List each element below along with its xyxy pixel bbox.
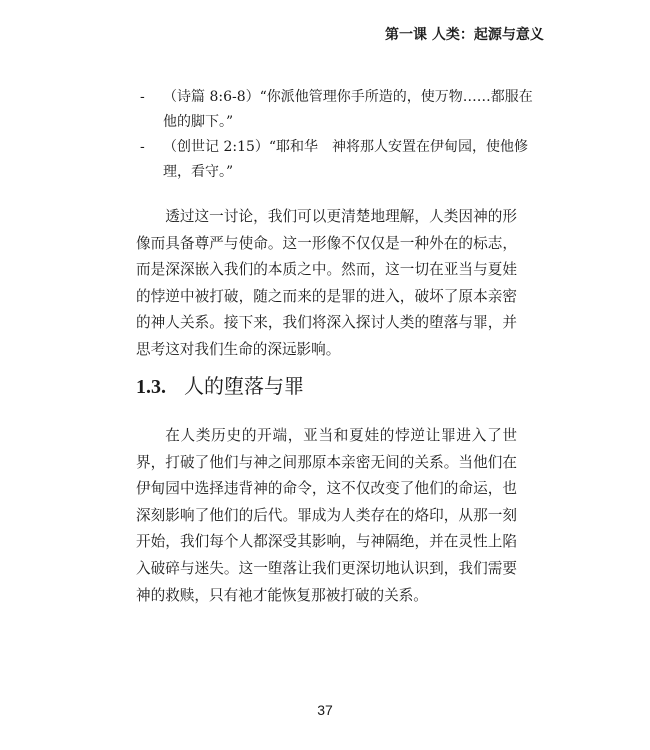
scripture-quote <box>140 85 540 135</box>
page-number: 37 <box>317 702 333 718</box>
section-number: 1.3. <box>136 376 166 398</box>
quote-reference: （创世记 2:15） <box>163 139 269 155</box>
quote-reference: （诗篇 8:6-8） <box>163 89 260 105</box>
quote-text: “耶和华 神将那人安置在伊甸园，使他修理，看守。” <box>163 139 529 180</box>
body-paragraph: 在人类历史的开端，亚当和夏娃的悖逆让罪进入了世界，打破了他们与神之间那原本亲密无间的关系。当他们在伊甸园中选择违背神的命令，这不仅改变了他们的命运，也深刻影响了他们的后代。罪成为人类存在的烙印，从那一刻开始，我们每个人都深受其影响，与神隔绝，并在灵性上陷入破碎与迷失。这一堕落让我们更深切地认识到，我们需要神的救赎，只有祂才能恢复那被打破的关系。 <box>136 427 517 604</box>
scripture-quote-list <box>140 85 540 185</box>
bullet-dash: - <box>140 139 145 155</box>
scripture-quote <box>140 135 540 185</box>
quote-text: “你派他管理你手所造的，使万物……都服在他的脚下。” <box>163 89 533 130</box>
bullet-dash: - <box>140 89 145 105</box>
section-heading <box>136 370 304 399</box>
running-header: 第一课 人类：起源与意义 <box>385 27 544 43</box>
body-paragraph: 透过这一讨论，我们可以更清楚地理解，人类因神的形像而具备尊严与使命。这一形像不仅仅是一种外在的标志，而是深深嵌入我们的本质之中。然而，这一切在亚当与夏娃的悖逆中被打破，随之而来的是罪的进入，破坏了原本亲密的神人关系。接下来，我们将深入探讨人类的堕落与罪，并思考这对我们生命的深远影响。 <box>136 208 517 358</box>
section-title: 人的堕落与罪 <box>184 374 304 398</box>
